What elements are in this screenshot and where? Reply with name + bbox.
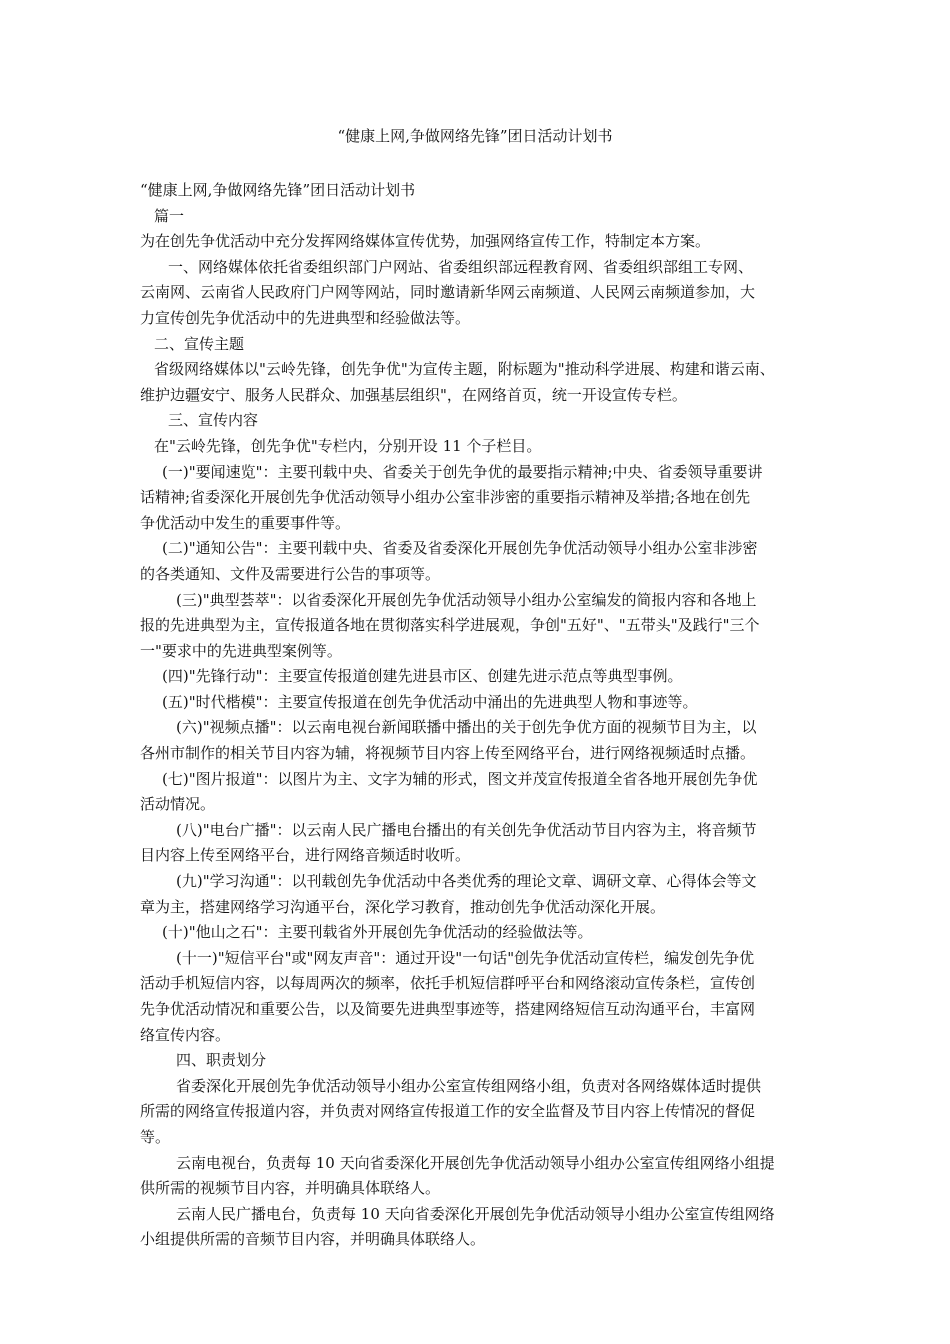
body-line: (四)"先锋行动"：主要宣传报道创建先进县市区、创建先进示范点等典型事例。 (162, 667, 683, 686)
body-line: 各州市制作的相关节目内容为辅，将视频节目内容上传至网络平台，进行网络视频适时点播。 (140, 744, 756, 763)
body-line: (一)"要闻速览"：主要刊载中央、省委关于创先争优的最要指示精神;中央、省委领导重要讲 (162, 462, 763, 481)
body-line: 小组提供所需的音频节目内容，并明确具体联络人。 (140, 1230, 486, 1249)
body-line: 省委深化开展创先争优活动领导小组办公室宣传组网络小组，负责对各网络媒体适时提供 (176, 1076, 762, 1095)
body-line: 争优活动中发生的重要事件等。 (140, 513, 351, 532)
body-line: 云南人民广播电台，负责每 10 天向省委深化开展创先争优活动领导小组办公室宣传组网络 (176, 1204, 775, 1223)
body-line: 供所需的视频节目内容，并明确具体联络人。 (140, 1179, 441, 1198)
body-line: (十一)"短信平台"或"网友声音"：通过开设"一句话"创先争优活动宣传栏，编发创先争优 (176, 948, 755, 967)
body-line: 章为主，搭建网络学习沟通平台，深化学习教育，推动创先争优活动深化开展。 (140, 897, 666, 916)
body-line: 目内容上传至网络平台，进行网络音频适时收听。 (140, 846, 471, 865)
body-line: 三、宣传内容 (168, 411, 259, 430)
body-line: 一"要求中的先进典型案例等。 (140, 641, 342, 660)
body-line: 活动手机短信内容，以每周两次的频率，依托手机短信群呼平台和网络滚动宣传条栏，宣传创 (140, 974, 756, 993)
body-line: 维护边疆安宁、服务人民群众、加强基层组织"，在网络首页，统一开设宣传专栏。 (140, 385, 687, 404)
body-line: 二、宣传主题 (154, 334, 245, 353)
body-line: (五)"时代楷模"：主要宣传报道在创先争优活动中涌出的先进典型人物和事迹等。 (162, 692, 698, 711)
body-line: 报的先进典型为主，宣传报道各地在贯彻落实科学进展观，争创"五好"、"五带头"及践行"三个 (140, 616, 760, 635)
body-line: 力宣传创先争优活动中的先进典型和经验做法等。 (140, 308, 471, 327)
body-line: 活动情况。 (140, 795, 216, 814)
body-line: 云南网、云南省人民政府门户网等网站，同时邀请新华网云南频道、人民网云南频道参加，大 (140, 283, 756, 302)
body-line: 云南电视台，负责每 10 天向省委深化开展创先争优活动领导小组办公室宣传组网络小组提 (176, 1153, 775, 1172)
document-body (140, 178, 820, 1253)
body-line: 话精神;省委深化开展创先争优活动领导小组办公室非涉密的重要指示精神及举措;各地在创先 (140, 488, 751, 507)
body-line: 四、职责划分 (176, 1051, 267, 1070)
body-line: 省级网络媒体以"云岭先锋，创先争优"为宣传主题，附标题为"推动科学进展、构建和谐云南、 (154, 360, 775, 379)
body-line: 一、网络媒体依托省委组织部门户网站、省委组织部远程教育网、省委组织部组工专网、 (168, 257, 754, 276)
body-line: “健康上网,争做网络先锋”团日活动计划书 (140, 181, 416, 199)
body-line: (七)"图片报道"：以图片为主、文字为辅的形式，图文并茂宣传报道全省各地开展创先争优 (162, 769, 758, 788)
body-line: 络宣传内容。 (140, 1025, 231, 1044)
body-line: 的各类通知、文件及需要进行公告的事项等。 (140, 564, 441, 583)
body-line: 先争优活动情况和重要公告，以及简要先进典型事迹等，搭建网络短信互动沟通平台，丰富网 (140, 1000, 756, 1018)
body-line: (八)"电台广播"：以云南人民广播电台播出的有关创先争优活动节目内容为主，将音频节 (176, 820, 757, 839)
body-line: (十)"他山之石"：主要刊载省外开展创先争优活动的经验做法等。 (162, 923, 593, 942)
body-line: (九)"学习沟通"：以刊载创先争优活动中各类优秀的理论文章、调研文章、心得体会等文 (176, 872, 757, 891)
body-line: 在"云岭先锋，创先争优"专栏内，分别开设 11 个子栏目。 (154, 436, 542, 455)
body-line: (二)"通知公告"：主要刊载中央、省委及省委深化开展创先争优活动领导小组办公室非涉密 (162, 539, 758, 558)
body-line: 为在创先争优活动中充分发挥网络媒体宣传优势，加强网络宣传工作，特制定本方案。 (140, 232, 711, 251)
body-line: (三)"典型荟萃"：以省委深化开展创先争优活动领导小组办公室编发的简报内容和各地上 (176, 590, 757, 609)
body-line: (六)"视频点播"：以云南电视台新闻联播中播出的关于创先争优方面的视频节目为主，以 (176, 718, 757, 737)
body-line: 篇一 (154, 206, 185, 225)
body-line: 等。 (140, 1127, 171, 1146)
document-title: “健康上网,争做网络先锋”团日活动计划书 (337, 127, 613, 145)
body-line: 所需的网络宣传报道内容，并负责对网络宣传报道工作的安全监督及节目内容上传情况的督促 (140, 1102, 756, 1121)
